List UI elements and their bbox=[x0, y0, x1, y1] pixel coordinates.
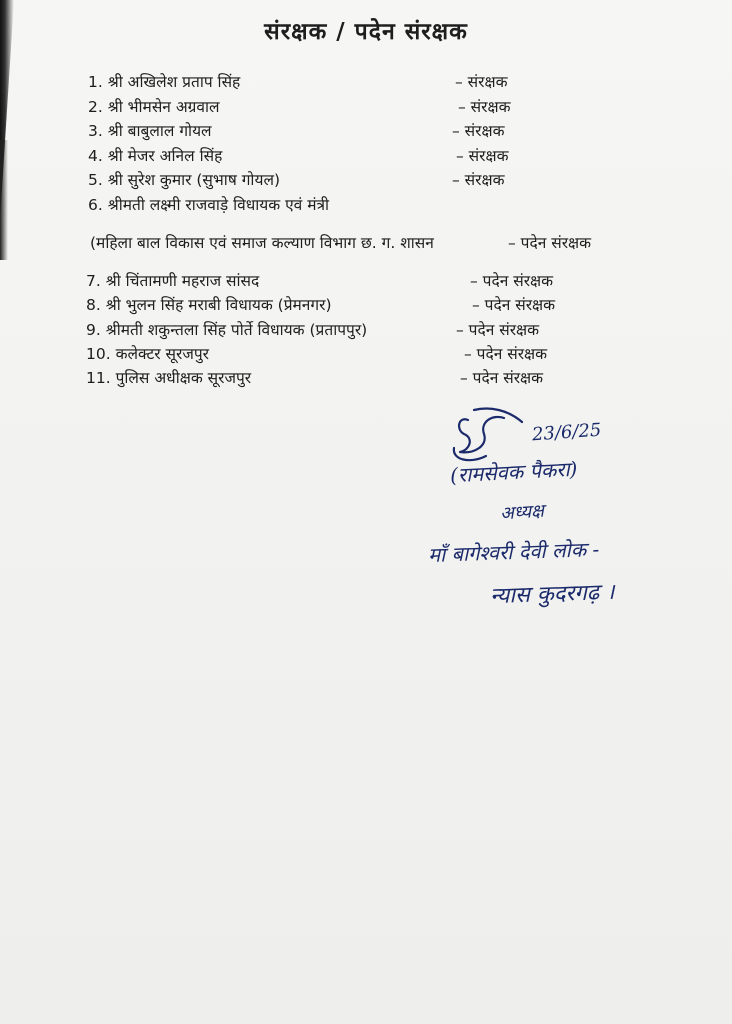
list-item bbox=[86, 269, 259, 291]
item-number: 8. bbox=[86, 296, 101, 314]
item-role: – पदेन संरक्षक bbox=[470, 272, 554, 290]
item-role: – संरक्षक bbox=[452, 122, 505, 140]
list-item bbox=[88, 193, 329, 215]
signature-org-line2: न्यास कुदरगढ़ । bbox=[489, 579, 615, 610]
item-role: – पदेन संरक्षक bbox=[456, 321, 540, 339]
item-role: – पदेन संरक्षक bbox=[464, 345, 548, 363]
list-item bbox=[86, 293, 332, 315]
item-role: – संरक्षक bbox=[455, 73, 508, 91]
item-number: 11. bbox=[86, 369, 111, 387]
list-item bbox=[88, 119, 212, 141]
item-number: 4. bbox=[88, 147, 103, 165]
signature-date: 23/6/25 bbox=[531, 419, 603, 446]
item-role: – पदेन संरक्षक bbox=[472, 296, 556, 314]
signature-name: (रामसेवक पैकरा) bbox=[449, 456, 578, 488]
item-name: श्री भीमसेन अग्रवाल bbox=[107, 98, 220, 116]
page-edge-shadow-lower bbox=[0, 140, 8, 260]
list-item bbox=[86, 342, 209, 364]
list-item bbox=[86, 318, 367, 340]
department-note: (महिला बाल विकास एवं समाज कल्याण विभाग छ. ग. शासन bbox=[90, 234, 434, 252]
item-name: श्री भुलन सिंह मराबी विधायक (प्रेमनगर) bbox=[105, 296, 332, 314]
item-number: 3. bbox=[88, 122, 103, 140]
list-item bbox=[88, 95, 220, 117]
list-item bbox=[88, 144, 222, 166]
item-number: 1. bbox=[88, 73, 103, 91]
item-name: पुलिस अधीक्षक सूरजपुर bbox=[115, 369, 252, 387]
item-name: श्रीमती शकुन्तला सिंह पोर्ते विधायक (प्रतापपुर) bbox=[105, 321, 368, 339]
item-role: – पदेन संरक्षक bbox=[508, 234, 592, 252]
item-name: श्री अखिलेश प्रताप सिंह bbox=[107, 73, 241, 91]
item-role: – संरक्षक bbox=[456, 147, 509, 165]
list-item bbox=[88, 168, 280, 190]
item-role: – संरक्षक bbox=[458, 98, 511, 116]
item-number: 2. bbox=[88, 98, 103, 116]
item-name: कलेक्टर सूरजपुर bbox=[115, 345, 209, 363]
item-number: 9. bbox=[86, 321, 101, 339]
item-number: 10. bbox=[86, 345, 111, 363]
signature-org-line1: माँ बागेश्वरी देवी लोक - bbox=[427, 537, 600, 567]
item-name: श्री मेजर अनिल सिंह bbox=[107, 147, 223, 165]
list-item bbox=[88, 70, 240, 92]
item-name: श्री सुरेश कुमार (सुभाष गोयल) bbox=[107, 171, 280, 189]
item-role: – पदेन संरक्षक bbox=[460, 369, 544, 387]
signature-designation: अध्यक्ष bbox=[499, 500, 545, 525]
page-title: संरक्षक / पदेन संरक्षक bbox=[264, 19, 468, 45]
list-item bbox=[86, 366, 251, 388]
item-number: 6. bbox=[88, 196, 103, 214]
item-name: श्री बाबुलाल गोयल bbox=[107, 122, 212, 140]
item-number: 7. bbox=[86, 272, 101, 290]
handwritten-signature bbox=[427, 400, 710, 620]
item-number: 5. bbox=[88, 171, 103, 189]
item-name: श्रीमती लक्ष्मी राजवाड़े विधायक एवं मंत्री bbox=[107, 196, 330, 214]
item-name: श्री चिंतामणी महराज सांसद bbox=[105, 272, 260, 290]
item-role: – संरक्षक bbox=[452, 171, 505, 189]
